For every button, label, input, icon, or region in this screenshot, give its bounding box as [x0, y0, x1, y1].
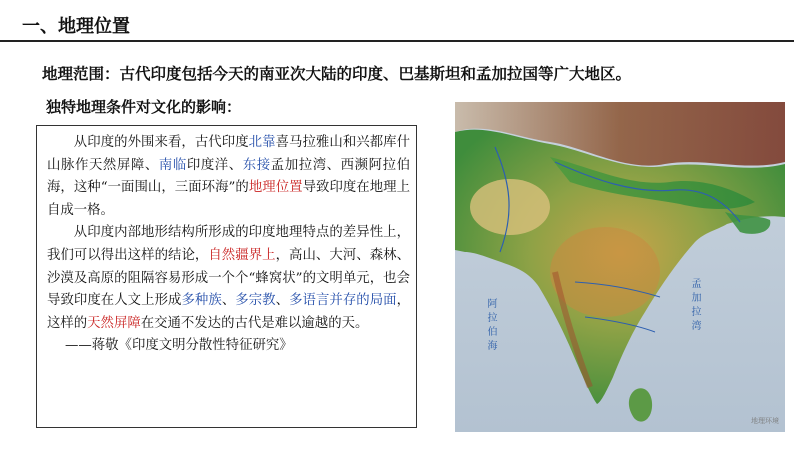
quote-text-run: 孟加拉湾、西濒阿拉伯海，这种“一面围山，三面环海”的 [47, 157, 410, 196]
quote-text-run: 在交通不发达的古代是难以逾越的天。 [140, 315, 369, 331]
quote-citation: ——蒋敬《印度文明分散性特征研究》 [65, 338, 293, 354]
map-graphic [455, 102, 785, 432]
india-relief-map [455, 102, 785, 432]
quote-text-run: 东接 [242, 157, 271, 173]
quote-text-run: 南临 [158, 157, 187, 173]
heading-divider [0, 40, 794, 42]
bay-of-bengal-label: 孟加拉湾 [689, 278, 700, 334]
quote-text-run: 、 [275, 293, 290, 309]
quote-text-run: 自然疆界上 [208, 247, 276, 263]
arabian-sea-label: 阿拉伯海 [485, 298, 496, 354]
quote-text-run: ，高山、大河、森林、沙漠及高原的阻隔容易形成一个个“蜂窝状”的文明单元，也会导致印度在人文上形成 [47, 247, 411, 309]
quote-text-run: ，这样的 [47, 293, 411, 331]
quote-text-run: 天然屏障 [87, 315, 141, 331]
quote-text-run: 从印度的外围来看，古代印度 [73, 135, 249, 150]
quote-text-run: 地理位置 [248, 180, 303, 196]
quote-text-run: 喜马拉雅山和兴都库什山脉作天然屏障、 [47, 135, 411, 173]
quote-box [36, 125, 417, 428]
influence-subtitle: 独特地理条件对文化的影响： [46, 98, 242, 116]
geographic-scope: 地理范围：古代印度包括今天的南亚次大陆的印度、巴基斯坦和孟加拉国等广大地区。 [42, 65, 632, 83]
quote-paragraph-1 [47, 132, 410, 222]
section-heading: 一、地理位置 [22, 16, 130, 37]
quote-text-run: 多宗教 [235, 293, 276, 309]
quote-paragraph-2 [47, 222, 410, 335]
quote-text-run: 多语言并存的局面 [289, 293, 397, 309]
watermark: 地理环境 [751, 417, 779, 425]
quote-text-run: 、 [221, 293, 236, 309]
quote-text-run: 多种族 [181, 293, 222, 309]
quote-text-run: 印度洋、 [186, 157, 243, 173]
quote-text-run: 北靠 [248, 135, 276, 150]
quote-text-run: 导致印度在地理上自成一格。 [47, 180, 410, 218]
quote-text-run: 从印度内部地形结构所形成的印度地理特点的差异性上，我们可以得出这样的结论， [47, 225, 410, 263]
